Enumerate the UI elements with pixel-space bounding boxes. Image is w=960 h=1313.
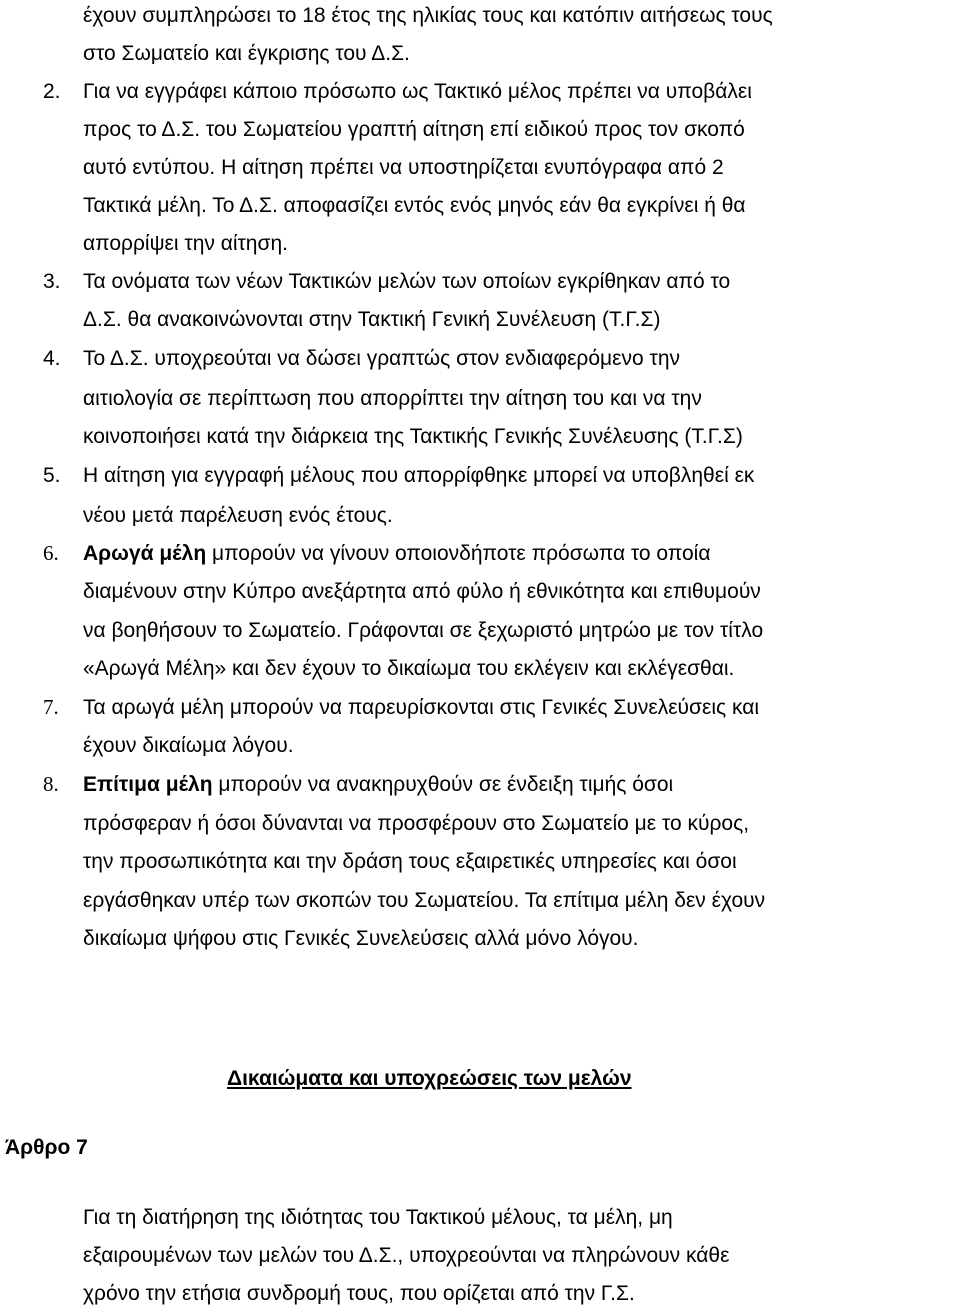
- bold-term: Αρωγά μέλη: [83, 542, 207, 565]
- article-heading: Άρθρο 7: [5, 1136, 88, 1159]
- article-line: Για τη διατήρηση της ιδιότητας του Τακτικού μέλους, τα μέλη, μη: [83, 1206, 673, 1229]
- item-line: Για να εγγράφει κάποιο πρόσωπο ως Τακτικό μέλος πρέπει να υποβάλει: [83, 80, 752, 103]
- item-line: νέου μετά παρέλευση ενός έτους.: [83, 504, 393, 527]
- item-line: εργάσθηκαν υπέρ των σκοπών του Σωματείου. Τα επίτιμα μέλη δεν έχουν: [83, 889, 766, 912]
- article-line: χρόνο την ετήσια συνδρομή τους, που ορίζεται από την Γ.Σ.: [83, 1282, 635, 1305]
- item-line: έχουν δικαίωμα λόγου.: [83, 734, 294, 757]
- article-line: εξαιρουμένων των μελών του Δ.Σ., υποχρεούνται να πληρώνουν κάθε: [83, 1244, 730, 1267]
- item-line-rest: μπορούν να ανακηρυχθούν σε ένδειξη τιμής όσοι: [212, 773, 674, 796]
- item-line: κοινοποιήσει κατά την διάρκεια της Τακτικής Γενικής Συνέλευσης (Τ.Γ.Σ): [83, 425, 743, 448]
- item-number: 2.: [43, 80, 61, 103]
- continuation-line: έχουν συμπληρώσει το 18 έτος της ηλικίας τους και κατόπιν αιτήσεως τους: [83, 4, 773, 27]
- item-line: «Αρωγά Μέλη» και δεν έχουν το δικαίωμα του εκλέγειν και εκλέγεσθαι.: [83, 657, 735, 680]
- item-line: Τα ονόματα των νέων Τακτικών μελών των οποίων εγκρίθηκαν από το: [83, 270, 731, 293]
- item-line-rest: μπορούν να γίνουν οποιονδήποτε πρόσωπα το οποία: [206, 542, 711, 565]
- item-line: να βοηθήσουν το Σωματείο. Γράφονται σε ξεχωριστό μητρώο με τον τίτλο: [83, 619, 764, 642]
- item-line: αιτιολογία σε περίπτωση που απορρίπτει την αίτηση του και να την: [83, 387, 702, 410]
- item-line: προς το Δ.Σ. του Σωματείου γραπτή αίτηση επί ειδικού προς τον σκοπό: [83, 118, 745, 141]
- item-number: 6.: [43, 541, 59, 565]
- item-line: Η αίτηση για εγγραφή μέλους που απορρίφθηκε μπορεί να υποβληθεί εκ: [83, 464, 755, 487]
- item-line: Τακτικά μέλη. Το Δ.Σ. αποφασίζει εντός ενός μηνός εάν θα εγκρίνει ή θα: [83, 194, 746, 217]
- item-line: [83, 774, 673, 795]
- item-number: 7.: [43, 695, 59, 719]
- item-number: 3.: [43, 270, 61, 293]
- continuation-line: στο Σωματείο και έγκρισης του Δ.Σ.: [83, 42, 410, 65]
- item-line: δικαίωμα ψήφου στις Γενικές Συνελεύσεις αλλά μόνο λόγου.: [83, 927, 639, 950]
- item-line: [83, 543, 710, 564]
- item-line: Δ.Σ. θα ανακοινώνονται στην Τακτική Γενική Συνέλευση (Τ.Γ.Σ): [83, 308, 661, 331]
- item-number: 4.: [43, 347, 61, 370]
- item-line: Το Δ.Σ. υποχρεούται να δώσει γραπτώς στον ενδιαφερόμενο την: [83, 347, 681, 370]
- item-line: πρόσφεραν ή όσοι δύνανται να προσφέρουν στο Σωματείο με το κύρος,: [83, 812, 750, 835]
- item-number: 8.: [43, 772, 59, 796]
- section-heading: Δικαιώματα και υποχρεώσεις των μελών: [227, 1067, 632, 1090]
- item-line: απορρίψει την αίτηση.: [83, 232, 288, 255]
- item-number: 5.: [43, 464, 61, 487]
- item-line: διαμένουν στην Κύπρο ανεξάρτητα από φύλο ή εθνικότητα και επιθυμούν: [83, 580, 761, 603]
- item-line: αυτό εντύπου. Η αίτηση πρέπει να υποστηρίζεται ενυπόγραφα από 2: [83, 156, 724, 179]
- item-line: Τα αρωγά μέλη μπορούν να παρευρίσκονται στις Γενικές Συνελεύσεις και: [83, 696, 760, 719]
- item-line: την προσωπικότητα και την δράση τους εξαιρετικές υπηρεσίες και όσοι: [83, 850, 737, 873]
- bold-term: Επίτιμα μέλη: [83, 773, 213, 796]
